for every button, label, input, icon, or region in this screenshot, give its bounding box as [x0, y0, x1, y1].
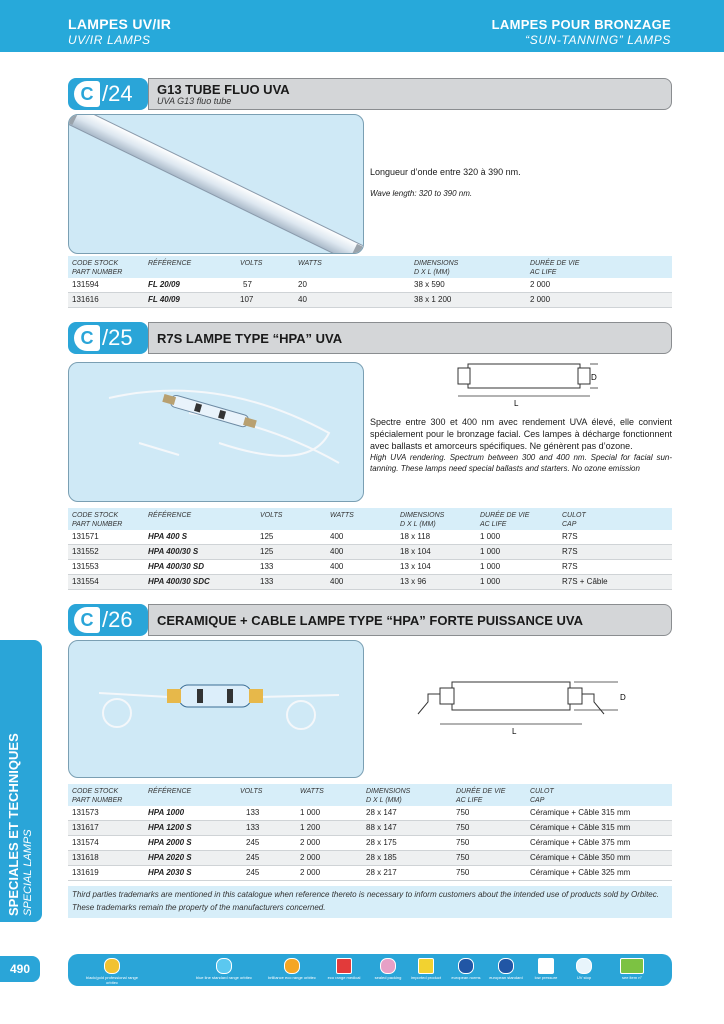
section-c26-header	[68, 604, 672, 636]
table-row	[68, 821, 672, 836]
section-title-bar	[148, 78, 672, 110]
cell-cap: Céramique + Câble 350 mm	[530, 853, 631, 862]
cell-dimensions: 28 x 175	[366, 838, 397, 847]
cell-code: 131618	[72, 853, 99, 862]
cell-cap: R7S + Câble	[562, 577, 608, 586]
table-row	[68, 866, 672, 881]
cell-volts: 107	[240, 295, 254, 304]
cell-dimensions: 88 x 147	[366, 823, 397, 832]
side-tab-title: SPECIALES ET TECHNIQUES	[6, 733, 21, 916]
cell-volts: 133	[246, 808, 260, 817]
section-c24-description	[370, 166, 670, 200]
cell-watts: 2 000	[300, 868, 321, 877]
section-subtitle: UVA G13 fluo tube	[157, 96, 232, 106]
cell-reference: HPA 400/30 S	[148, 547, 199, 556]
cell-cap: Céramique + Câble 325 mm	[530, 868, 631, 877]
description-en: Wave length: 320 to 390 nm.	[370, 189, 473, 198]
cell-life: 1 000	[480, 547, 501, 556]
section-badge	[68, 604, 148, 636]
table-c25	[68, 508, 672, 590]
cell-watts: 1 000	[300, 808, 321, 817]
section-badge	[68, 322, 148, 354]
cell-code: 131552	[72, 547, 99, 556]
cell-code: 131573	[72, 808, 99, 817]
trademark-footnote: Third parties trademarks are mentioned in this catalogue when reference thereto is necessary to inform customers about the intended use of products sold by Orbitec. These trademarks remain the property of the manufacturers concerned.	[68, 886, 672, 918]
cell-watts: 2 000	[300, 838, 321, 847]
legend-item	[194, 958, 254, 980]
legend-label: sealed packing	[374, 975, 402, 980]
cell-code: 131553	[72, 562, 99, 571]
table-row	[68, 836, 672, 851]
legend-label: see item n°	[621, 975, 643, 980]
section-number: /25	[102, 325, 133, 350]
col-header: CODE STOCK PART NUMBER	[72, 788, 123, 804]
col-header: DIMENSIONS D X L (MM)	[400, 512, 445, 528]
col-header: CULOT CAP	[530, 788, 554, 804]
col-header: VOLTS	[240, 260, 263, 267]
legend-item	[602, 958, 662, 980]
section-number: /24	[102, 81, 133, 106]
dimension-drawing-ceramic	[408, 672, 632, 738]
cell-volts: 245	[246, 838, 260, 847]
table-row	[68, 278, 672, 293]
col-header: CODE STOCK PART NUMBER	[72, 512, 123, 528]
cell-reference: FL 40/09	[148, 295, 180, 304]
fluo-tube-image	[69, 115, 363, 253]
sealed-packing-icon	[380, 958, 396, 974]
page-number: 490	[0, 956, 40, 982]
cell-code: 131616	[72, 295, 99, 304]
dimension-label-l: L	[512, 727, 517, 736]
legend-label: european standard	[489, 975, 523, 980]
header-left-title: LAMPES UV/IR	[68, 16, 172, 32]
col-header: WATTS	[300, 788, 324, 795]
description-fr: Longueur d’onde entre 320 à 390 nm.	[370, 167, 521, 177]
cell-cap: R7S	[562, 562, 578, 571]
page-header	[0, 0, 724, 52]
table-row	[68, 575, 672, 590]
black-gold-icon	[104, 958, 120, 974]
header-right-title: LAMPES POUR BRONZAGE	[491, 17, 671, 32]
header-right-subtitle: “SUN-TANNING” LAMPS	[525, 33, 671, 47]
col-header: DURÉE DE VIE AC LIFE	[530, 260, 580, 276]
cell-dimensions: 28 x 147	[366, 808, 397, 817]
cell-cap: R7S	[562, 532, 578, 541]
cell-life: 1 000	[480, 532, 501, 541]
section-badge	[68, 78, 148, 110]
cell-reference: FL 20/09	[148, 280, 180, 289]
cell-life: 2 000	[530, 295, 551, 304]
col-header: DURÉE DE VIE AC LIFE	[456, 788, 506, 804]
cell-volts: 57	[243, 280, 252, 289]
cell-dimensions: 18 x 104	[400, 547, 431, 556]
cell-reference: HPA 400/30 SD	[148, 562, 205, 571]
cell-dimensions: 13 x 96	[400, 577, 427, 586]
cell-watts: 400	[330, 547, 344, 556]
cell-reference: HPA 2020 S	[148, 853, 192, 862]
cell-reference: HPA 400 S	[148, 532, 188, 541]
cell-dimensions: 38 x 590	[414, 280, 445, 289]
cell-volts: 133	[246, 823, 260, 832]
legend-label: UV stop	[576, 975, 592, 980]
cell-watts: 40	[298, 295, 307, 304]
cell-reference: HPA 400/30 SDC	[148, 577, 210, 586]
cell-reference: HPA 1000	[148, 808, 185, 817]
section-c25-header	[68, 322, 672, 354]
cell-life: 2 000	[530, 280, 551, 289]
blue-line-icon	[216, 958, 232, 974]
section-title: R7S LAMPE TYPE “HPA” UVA	[157, 331, 343, 346]
cell-code: 131619	[72, 868, 99, 877]
table-c26	[68, 784, 672, 881]
table-header	[68, 508, 672, 530]
cell-watts: 400	[330, 562, 344, 571]
imported-product-icon	[418, 958, 434, 974]
cell-watts: 1 200	[300, 823, 321, 832]
cell-dimensions: 18 x 118	[400, 532, 431, 541]
cell-code: 131594	[72, 280, 99, 289]
col-header: DURÉE DE VIE AC LIFE	[480, 512, 530, 528]
cell-code: 131574	[72, 838, 99, 847]
cell-cap: Céramique + Câble 315 mm	[530, 808, 631, 817]
section-title: G13 TUBE FLUO UVA	[157, 82, 290, 97]
section-c24-header	[68, 78, 672, 110]
col-header: DIMENSIONS D X L (MM)	[366, 788, 411, 804]
product-photo-hpa-ceramic	[68, 640, 364, 778]
legend-label: black/gold professional range orbitec	[85, 975, 139, 985]
section-prefix: C	[74, 81, 100, 107]
low-pressure-icon	[538, 958, 554, 974]
cell-volts: 133	[260, 562, 274, 571]
side-category-tab	[0, 640, 42, 922]
uv-stop-icon	[576, 958, 592, 974]
see-item-icon	[620, 958, 644, 974]
legend-bar	[68, 954, 672, 986]
col-header: CODE STOCK PART NUMBER	[72, 260, 123, 276]
cell-code: 131571	[72, 532, 99, 541]
cell-watts: 20	[298, 280, 307, 289]
section-c25-description	[370, 416, 672, 474]
table-c24	[68, 256, 672, 308]
section-title: CERAMIQUE + CABLE LAMPE TYPE “HPA” FORTE PUISSANCE UVA	[157, 613, 584, 628]
cell-code: 131617	[72, 823, 99, 832]
side-tab-subtitle: SPECIAL LAMPS	[22, 829, 34, 916]
section-prefix: C	[74, 607, 100, 633]
brilliance-icon	[284, 958, 300, 974]
cell-life: 750	[456, 868, 470, 877]
cell-reference: HPA 2000 S	[148, 838, 192, 847]
table-row	[68, 293, 672, 308]
cell-reference: HPA 1200 S	[148, 823, 192, 832]
cell-cap: R7S	[562, 547, 578, 556]
cell-volts: 245	[246, 868, 260, 877]
section-number: /26	[102, 607, 133, 632]
medical-icon	[336, 958, 352, 974]
dimension-label-d: D	[620, 693, 626, 702]
header-left-subtitle: UV/IR LAMPS	[68, 33, 151, 47]
legend-label: imported product	[410, 975, 441, 980]
col-header: VOLTS	[240, 788, 263, 795]
legend-item	[82, 958, 142, 985]
table-header	[68, 256, 672, 278]
cell-life: 750	[456, 838, 470, 847]
cell-volts: 133	[260, 577, 274, 586]
table-row	[68, 851, 672, 866]
cell-cap: Céramique + Câble 375 mm	[530, 838, 631, 847]
cell-volts: 125	[260, 532, 274, 541]
cell-code: 131554	[72, 577, 99, 586]
section-prefix: C	[74, 325, 100, 351]
col-header: DIMENSIONS D X L (MM)	[414, 260, 459, 276]
table-row	[68, 806, 672, 821]
col-header: WATTS	[298, 260, 322, 267]
cell-reference: HPA 2030 S	[148, 868, 192, 877]
col-header: RÉFÉRENCE	[148, 512, 192, 519]
cell-dimensions: 28 x 185	[366, 853, 397, 862]
section-title-bar	[148, 604, 672, 636]
dimension-label-d: D	[591, 373, 597, 382]
cell-watts: 400	[330, 532, 344, 541]
hpa-lamp-image	[69, 363, 363, 501]
cell-watts: 2 000	[300, 853, 321, 862]
col-header: RÉFÉRENCE	[148, 260, 192, 267]
col-header: CULOT CAP	[562, 512, 586, 528]
col-header: WATTS	[330, 512, 354, 519]
cell-cap: Céramique + Câble 315 mm	[530, 823, 631, 832]
cell-life: 1 000	[480, 562, 501, 571]
cell-watts: 400	[330, 577, 344, 586]
legend-label: blue line standard range orbitec	[195, 975, 253, 980]
cell-dimensions: 28 x 217	[366, 868, 397, 877]
cell-volts: 245	[246, 853, 260, 862]
table-row	[68, 560, 672, 575]
cell-volts: 125	[260, 547, 274, 556]
legend-label: european norms	[451, 975, 481, 980]
dimension-drawing-r7s	[440, 356, 610, 408]
legend-label: brilliance eco range orbitec	[268, 975, 316, 980]
legend-item	[262, 958, 322, 980]
european-norms-icon	[458, 958, 474, 974]
section-title-bar	[148, 322, 672, 354]
cell-life: 750	[456, 808, 470, 817]
cell-dimensions: 38 x 1 200	[414, 295, 452, 304]
cell-dimensions: 13 x 104	[400, 562, 431, 571]
cell-life: 750	[456, 853, 470, 862]
table-row	[68, 530, 672, 545]
legend-label: low pressure	[534, 975, 558, 980]
col-header: RÉFÉRENCE	[148, 788, 192, 795]
cell-life: 750	[456, 823, 470, 832]
table-header	[68, 784, 672, 806]
european-standard-icon	[498, 958, 514, 974]
col-header: VOLTS	[260, 512, 283, 519]
description-fr: Spectre entre 300 et 400 nm avec rendement UVA élevé, elle convient spécialement pour le bronzage facial. Ces lampes à décharge fonctionnent avec ballasts et amorceurs spécifiques. Ne génèrent pas d’ozone.	[370, 417, 672, 451]
product-photo-hpa-r7s	[68, 362, 364, 502]
dimension-label-l: L	[514, 399, 519, 408]
description-en: High UVA rendering. Spectrum between 300 and 400 nm. Special for facial sun-tanning. These lamps need special ballasts and starters. No ozone emission	[370, 453, 672, 473]
legend-label: eco range medical	[327, 975, 361, 980]
cell-life: 1 000	[480, 577, 501, 586]
product-photo-fluo-tube	[68, 114, 364, 254]
hpa-ceramic-lamp-image	[69, 641, 363, 777]
table-row	[68, 545, 672, 560]
